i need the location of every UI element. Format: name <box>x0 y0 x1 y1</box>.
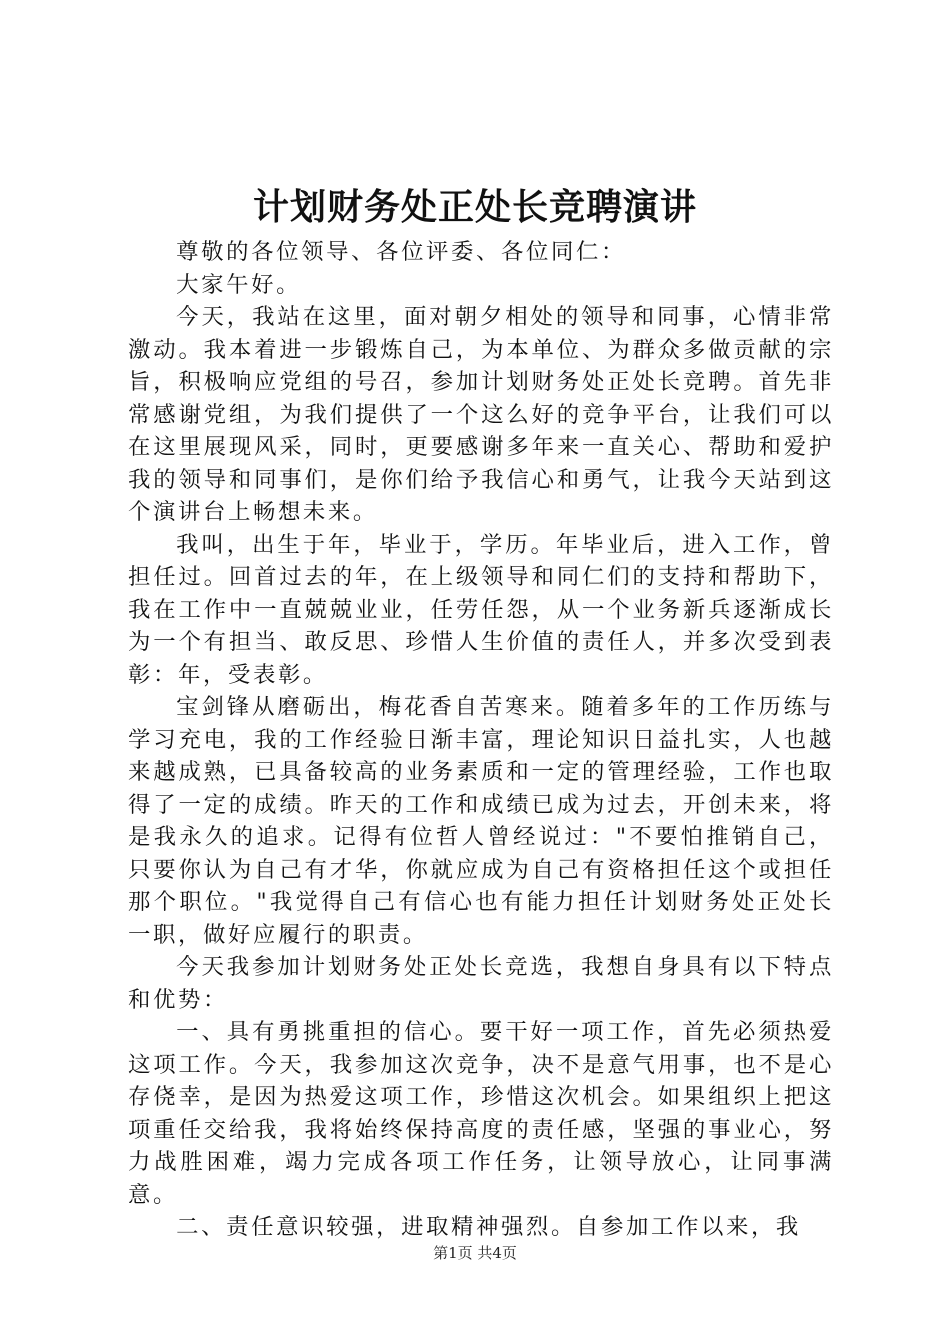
background-paragraph: 我叫，出生于年，毕业于，学历。年毕业后，进入工作，曾担任过。回首过去的年，在上级领导和同仁们的支持和帮助下，我在工作中一直兢兢业业，任劳任怨，从一个业务新兵逐渐成长为一个有担当、敢反思、珍惜人生价值的责任人，并多次受到表彰：年，受表彰。 <box>128 531 834 688</box>
document-body <box>128 236 834 1244</box>
page-number-footer: 第1页 共4页 <box>433 1244 517 1262</box>
advantage-one-paragraph: 一、具有勇挑重担的信心。要干好一项工作，首先必须热爱这项工作。今天，我参加这次竞争，决不是意气用事，也不是心存侥幸，是因为热爱这项工作，珍惜这次机会。如果组织上把这项重任交给我，我将始终保持高度的责任感，坚强的事业心，努力战胜困难，竭力完成各项工作任务，让领导放心，让同事满意。 <box>128 1019 834 1208</box>
experience-paragraph: 宝剑锋从磨砺出，梅花香自苦寒来。随着多年的工作历练与学习充电，我的工作经验日渐丰富，理论知识日益扎实，人也越来越成熟，已具备较高的业务素质和一定的管理经验，工作也取得了一定的成绩。昨天的工作和成绩已成为过去，开创未来，将是我永久的追求。记得有位哲人曾经说过："不要怕推销自己，只要你认为自己有才华，你就应成为自己有资格担任这个或担任那个职位。"我觉得自己有信心也有能力担任计划财务处正处长一职，做好应履行的职责。 <box>128 694 834 948</box>
salutation-paragraph: 尊敬的各位领导、各位评委、各位同仁： <box>176 239 626 265</box>
advantage-two-paragraph: 二、责任意识较强，进取精神强烈。自参加工作以来，我 <box>176 1214 801 1240</box>
document-title: 计划财务处正处长竞聘演讲 <box>252 186 697 228</box>
intro-paragraph: 今天，我站在这里，面对朝夕相处的领导和同事，心情非常激动。我本着进一步锻炼自己，为本单位、为群众多做贡献的宗旨，积极响应党组的号召，参加计划财务处正处长竞聘。首先非常感谢党组，为我们提供了一个这么好的竞争平台，让我们可以在这里展现风采，同时，更要感谢多年来一直关心、帮助和爱护我的领导和同事们，是你们给予我信心和勇气，让我今天站到这个演讲台上畅想未来。 <box>128 304 834 525</box>
advantages-intro-paragraph: 今天我参加计划财务处正处长竞选，我想自身具有以下特点和优势： <box>128 954 834 1013</box>
greeting-paragraph: 大家午好。 <box>176 271 302 298</box>
